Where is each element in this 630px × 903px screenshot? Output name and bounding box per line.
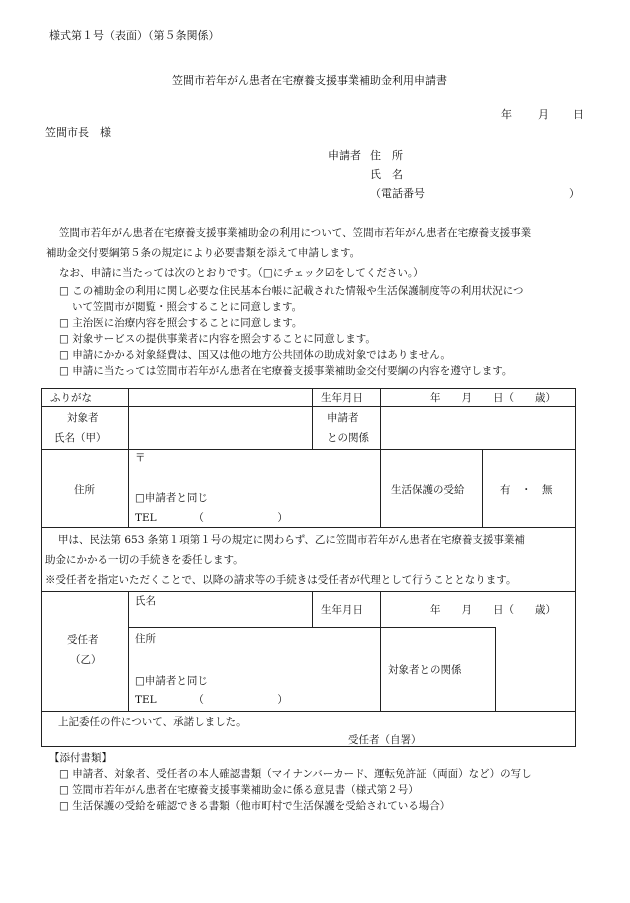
agent-birthdate-label: 生年月日 [321,604,363,616]
request-paragraph-line2: 補助金交付要綱第５条の規定により必要書類を添えて申請します。 [46,247,361,259]
row-divider [42,449,575,450]
agent-name-label: 氏名 [135,595,156,607]
agent-relation-label: 対象者との関係 [388,664,462,676]
attachments-heading: 【添付書類】 [49,752,112,764]
delegation-note: ※受任者を指定いただくことで、以降の請求等の手続きは受任者が代理として行うこととなります。 [45,574,517,586]
welfare-choice[interactable]: 有 ・ 無 [500,484,553,496]
row-divider [42,406,575,407]
attachment-item: □ 生活保護の受給を確認できる書類（他市町村で生活保護を受給されている場合） [59,800,451,812]
col-divider [312,591,313,627]
consent-item: □ 主治医に治療内容を照会することに同意します。 [59,317,303,329]
col-divider [128,591,129,711]
col-divider [495,627,496,711]
birthdate-label: 生年月日 [321,392,363,404]
consent-item: □ 申請に当たっては笠間市若年がん患者在宅療養支援事業補助金交付要綱の内容を遵守します。 [59,365,513,377]
agent-label-sub: （乙） [70,654,102,666]
same-as-applicant-checkbox[interactable]: □申請者と同じ [135,492,208,504]
consent-item: □ 申請にかかる対象経費は、国又は他の地方公共団体の助成対象ではありません。 [59,349,451,361]
date-day-label: 日 [573,108,584,121]
page-title: 笠間市若年がん患者在宅療養支援事業補助金利用申請書 [172,74,447,87]
attachment-item: □ 申請者、対象者、受任者の本人確認書類（マイナンバーカード、運転免許証（両面）など）の写し [59,768,532,780]
col-divider [312,389,313,449]
consent-item: □ この補助金の利用に関し必要な住民基本台帳に記載された情報や生活保護制度等の利用状況につ [59,285,524,297]
relation-label-sub: との関係 [327,432,369,444]
consent-item: □ 対象サービスの提供事業者に内容を照会することに同意します。 [59,333,376,345]
row-divider [128,627,495,628]
agent-tel: TEL （ ） [135,694,288,706]
agent-address-label: 住所 [135,633,156,645]
subject-name-label-sub: 氏名（甲） [54,432,107,444]
furigana-label: ふりがな [50,392,92,404]
delegation-text-line2: 助金にかかる一切の手続きを委任します。 [45,554,244,566]
form-number: 様式第１号（表面）（第５条関係） [49,29,220,42]
agent-same-as-applicant-checkbox[interactable]: □申請者と同じ [135,675,208,687]
agent-birthdate-fields: 年 月 日（ 歳） [430,604,556,616]
row-divider [42,711,575,712]
consent-item-continued: いて笠間市が閲覧・照会することに同意します。 [72,301,303,313]
applicant-label: 申請者 [328,149,361,162]
address-label: 住所 [74,484,95,496]
col-divider [380,591,381,711]
signature-label: 受任者（自署） [348,734,422,746]
welfare-label: 生活保護の受給 [391,484,465,496]
applicant-phone-open: （電話番号 [370,187,425,200]
attachment-item: □ 笠間市若年がん患者在宅療養支援事業補助金に係る意見書（様式第２号） [59,784,419,796]
subject-tel: TEL （ ） [135,512,288,524]
request-paragraph-line1: 笠間市若年がん患者在宅療養支援事業補助金の利用について、笠間市若年がん患者在宅療養支援事業 [59,227,532,239]
delegation-text-line1: 甲は、民法第 653 条第１項第１号の規定に関わらず、乙に笠間市若年がん患者在宅療養支援事業補 [58,534,525,546]
agent-label: 受任者 [67,634,99,646]
col-divider [128,389,129,527]
row-divider [42,591,575,592]
applicant-address-label: 住 所 [370,149,403,162]
applicant-name-label: 氏 名 [370,168,403,181]
col-divider [482,449,483,527]
birthdate-fields: 年 月 日（ 歳） [430,392,556,404]
subject-name-label: 対象者 [67,412,99,424]
row-divider [42,527,575,528]
signature-line[interactable] [340,735,572,747]
applicant-phone-close: ） [569,187,580,200]
relation-label: 申請者 [327,412,359,424]
date-year-label: 年 [501,108,512,121]
date-month-label: 月 [538,108,549,121]
approval-text: 上記委任の件について、承諾しました。 [58,716,247,728]
addressee: 笠間市長 様 [45,126,111,139]
application-table [41,388,576,747]
postal-mark: 〒 [135,452,146,464]
checkbox-instruction: なお、申請に当たっては次のとおりです。（□にチェック☑をしてください。） [59,267,424,279]
col-divider [380,389,381,527]
